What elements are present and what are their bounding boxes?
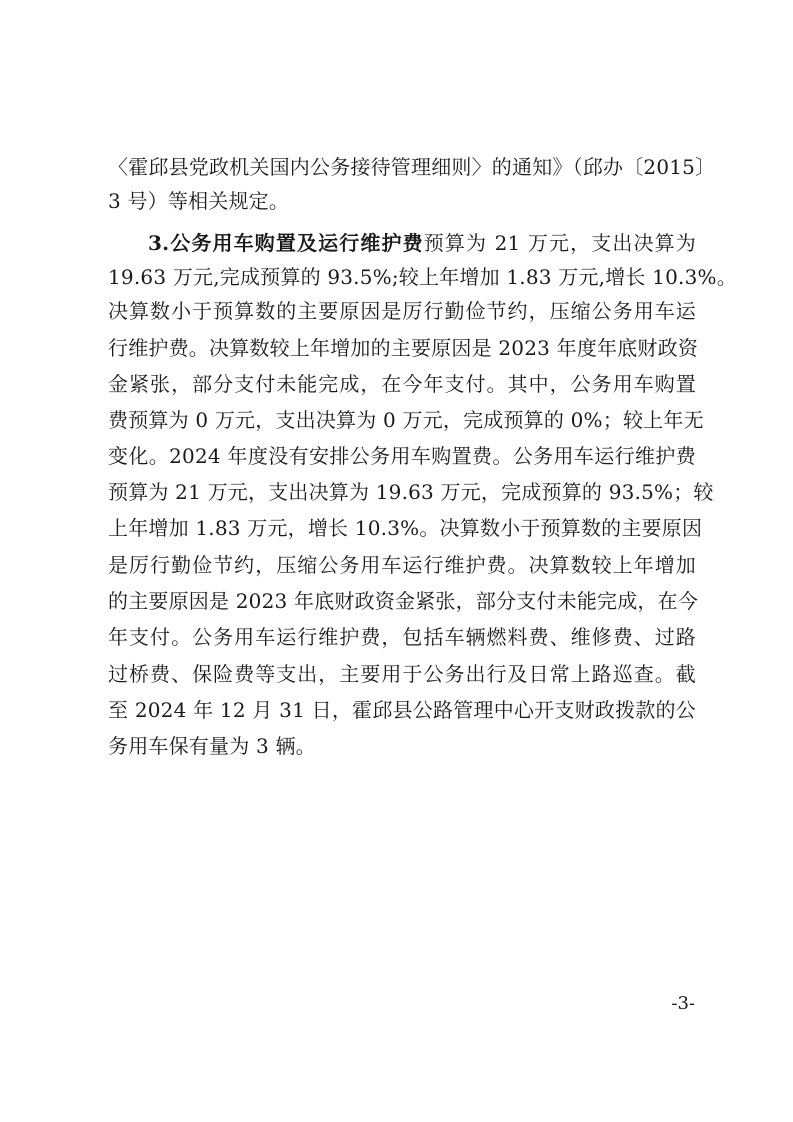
page-number: -3- — [671, 993, 695, 1014]
paragraph-1-line-1: 〈霍邱县党政机关国内公务接待管理细则〉的通知》（邱办〔2015〕 — [108, 155, 716, 179]
paragraph-1-line-2: 3 号）等相关规定。 — [108, 189, 290, 213]
paragraph-2-line: 的主要原因是 2023 年底财政资金紧张，部分支付未能完成，在今 — [108, 589, 699, 613]
paragraph-2-line-1 — [148, 226, 696, 260]
paragraph-2-line: 过桥费、保险费等支出，主要用于公务出行及日常上路巡查。截 — [108, 662, 696, 686]
paragraph-2-line: 金紧张，部分支付未能完成，在今年支付。其中，公务用车购置 — [108, 372, 696, 396]
paragraph-2-line: 是厉行勤俭节约，压缩公务用车运行维护费。决算数较上年增加 — [108, 553, 696, 577]
paragraph-2-line: 年支付。公务用车运行维护费，包括车辆燃料费、维修费、过路 — [108, 625, 696, 649]
paragraph-2-line: 费预算为 0 万元，支出决算为 0 万元，完成预算的 0%；较上年无 — [108, 408, 704, 432]
paragraph-2-line: 至 2024 年 12 月 31 日，霍邱县公路管理中心开支财政拨款的公 — [108, 698, 696, 722]
paragraph-2-line: 变化。2024 年度没有安排公务用车购置费。公务用车运行维护费 — [108, 444, 696, 468]
paragraph-2-line-1-text: 预算为 21 万元，支出决算为 — [423, 231, 696, 255]
paragraph-2-line: 务用车保有量为 3 辆。 — [108, 734, 316, 758]
paragraph-2-line: 预算为 21 万元，支出决算为 19.63 万元，完成预算的 93.5%；较 — [108, 480, 714, 504]
paragraph-2-line: 决算数小于预算数的主要原因是厉行勤俭节约，压缩公务用车运 — [108, 299, 696, 323]
paragraph-2-line: 19.63 万元,完成预算的 93.5%;较上年增加 1.83 万元,增长 10.3%。 — [108, 265, 737, 289]
paragraph-2-line: 上年增加 1.83 万元，增长 10.3%。决算数小于预算数的主要原因 — [108, 516, 703, 540]
section-heading: 3.公务用车购置及运行维护费 — [148, 231, 424, 255]
paragraph-2-line: 行维护费。决算数较上年增加的主要原因是 2023 年度年底财政资 — [108, 336, 699, 360]
